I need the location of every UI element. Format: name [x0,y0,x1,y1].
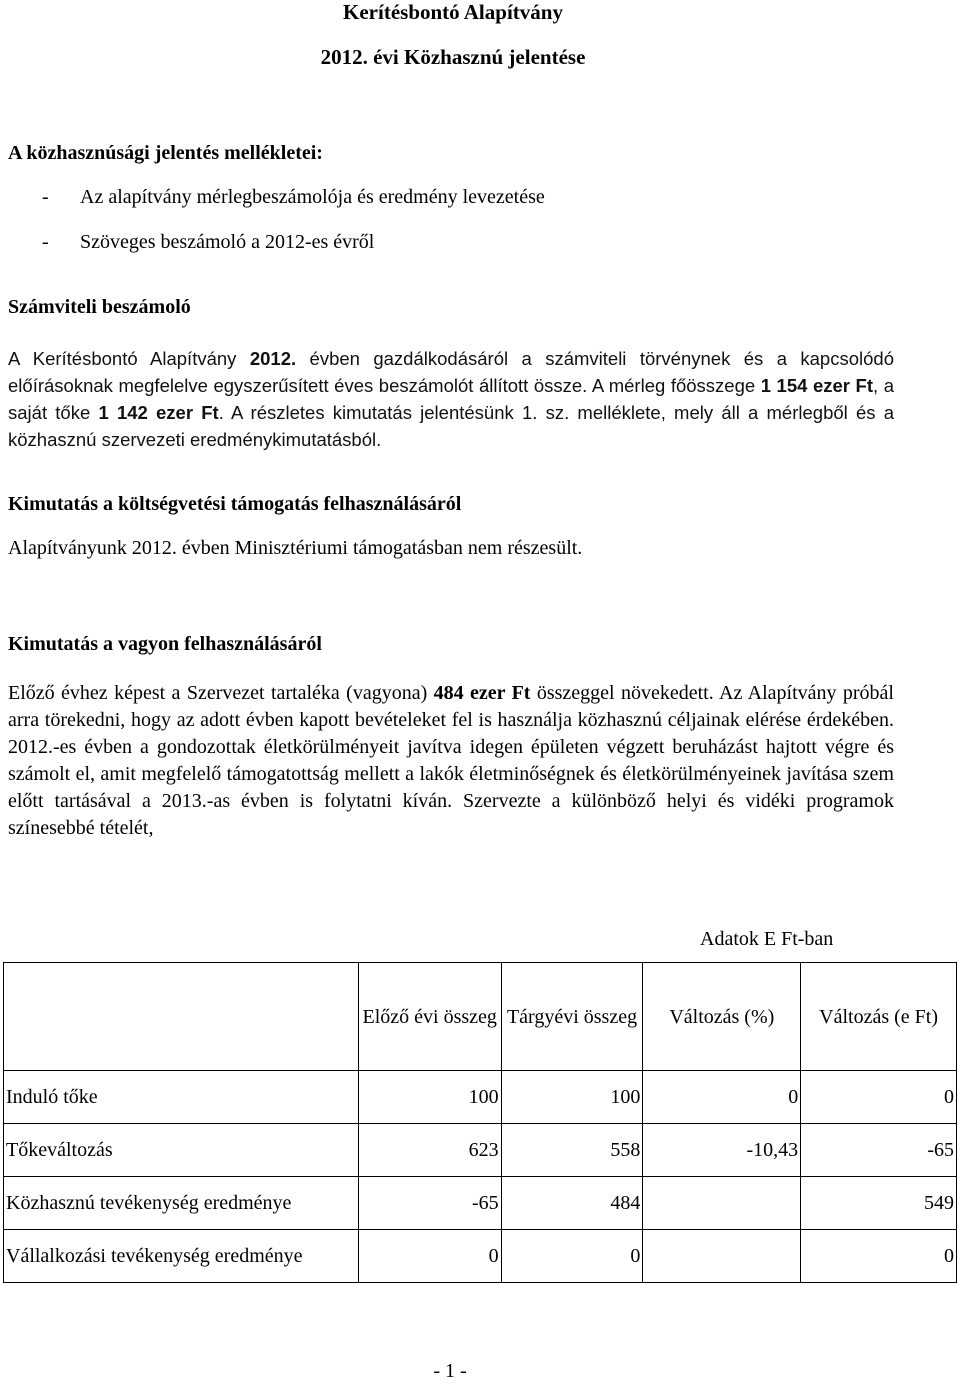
table-cell: 0 [501,1230,643,1283]
accounting-paragraph: A Kerítésbontó Alapítvány 2012. évben gazdálkodásáról a számviteli törvénynek és a kapcsolódó előírásoknak megfelelve egyszerűsített éves beszámolót állított össze. A mérleg főösszege 1 154 ezer Ft, a saját tőke 1 142 ezer Ft. A részletes kimutatás jelentésünk 1. sz. melléklete, mely áll a mérlegből és a közhasznú szervezeti eredménykimutatásból. [8,348,894,450]
table-cell [643,1177,801,1230]
document-subtitle: 2012. évi Közhasznú jelentése [320,45,586,69]
results-table [3,962,957,1283]
table-header-cell: Tárgyévi összeg [501,963,643,1071]
table-cell: 484 [501,1177,643,1230]
table-row [4,1124,957,1177]
table-row-label: Induló tőke [4,1071,359,1124]
table-header-row [4,963,957,1071]
dash-bullet: - [42,186,49,208]
table-header-cell: Változás (%) [643,963,801,1071]
table-cell: -65 [801,1124,957,1177]
attachments-heading: A közhasznúsági jelentés mellékletei: [8,142,323,164]
table-cell: 100 [358,1071,501,1124]
table-cell: 549 [801,1177,957,1230]
budget-support-heading: Kimutatás a költségvetési támogatás felhasználásáról [8,493,462,515]
document-title: Kerítésbontó Alapítvány [343,0,563,24]
table-cell: 623 [358,1124,501,1177]
table-cell: 0 [643,1071,801,1124]
table-cell: 558 [501,1124,643,1177]
table-cell [643,1230,801,1283]
table-row [4,1071,957,1124]
table-header-cell [4,963,359,1071]
asset-use-paragraph: Előző évhez képest a Szervezet tartaléka (vagyona) 484 ezer Ft összeggel növekedett. Az Alapítvány próbál arra törekedni, hogy az adott évben kapott bevételeket fel is használja közhasznú céljainak elérése érdekében. 2012.-es évben a gondozottak életkörülményeit javítva idegen épületen végzett beruházást hajtott végre és számolt el, amit megfelelő támogatottság mellett a lakók életminőségnek és életkörülményeinek javítása szem előtt tartásával a 2013.-as évben is folytatni kíván. Szervezte a különböző helyi és vidéki programok színesebbé tételét, [8,682,894,839]
dash-bullet: - [42,231,49,253]
table-cell: 0 [801,1071,957,1124]
table-header-cell: Előző évi összeg [358,963,501,1071]
table-row-label: Közhasznú tevékenység eredménye [4,1177,359,1230]
attachment-item: - Az alapítvány mérlegbeszámolója és eredmény levezetése [8,186,545,209]
unit-note: Adatok E Ft-ban [700,928,834,950]
table-row-label: Vállalkozási tevékenység eredménye [4,1230,359,1283]
asset-use-heading: Kimutatás a vagyon felhasználásáról [8,633,322,655]
table-row-label: Tőkeváltozás [4,1124,359,1177]
accounting-heading: Számviteli beszámoló [8,296,191,318]
table-header-cell: Változás (e Ft) [801,963,957,1071]
table-cell: -65 [358,1177,501,1230]
attachment-item: - Szöveges beszámoló a 2012-es évről [8,231,374,254]
table-cell: -10,43 [643,1124,801,1177]
table-cell: 0 [358,1230,501,1283]
table-row [4,1177,957,1230]
table-row [4,1230,957,1283]
page-number: - 1 - [433,1360,467,1382]
table-cell: 0 [801,1230,957,1283]
budget-support-text: Alapítványunk 2012. évben Minisztériumi támogatásban nem részesült. [8,537,583,559]
table-cell: 100 [501,1071,643,1124]
